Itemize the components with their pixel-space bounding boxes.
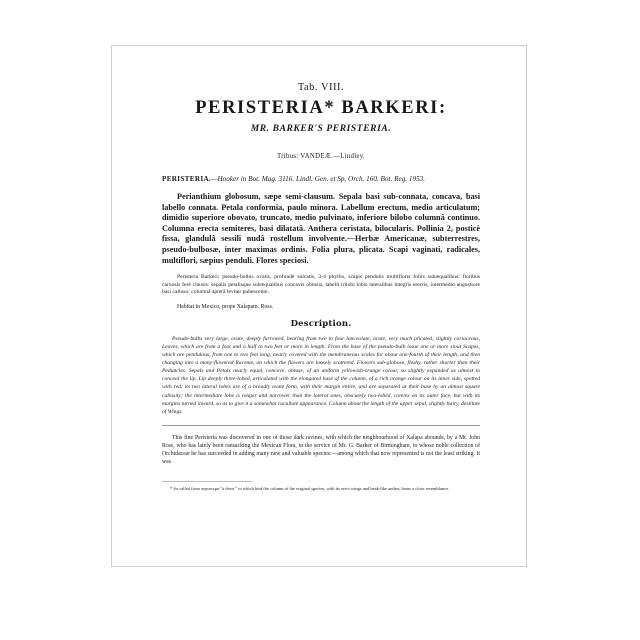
latin-generic-description: Perianthium globosum, sæpe semi-clausum. Sepala basi sub-connata, concava, basi labello connata. Petala conformia, paulo minora. Labellum erectum, medio articulatum; dimidio superiore obovato, truncato, medio pulvinato, inferiore bilobo columnâ continuo. Columna erecta semiteres, basi dilatatâ. Anthera ceristata, bilocularis. Pollinia 2, posticè fissa, glandulâ sessili nudâ rostellum involvente.—Herbæ Americanæ, subterrestres, pseudo-bulbosæ, inter maximas ordinis. Folia plura, plicata. Scapi vaginati, radicales, multiflori, sæpius penduli. Flores speciosi. (162, 192, 480, 265)
genus-references: —Hooker in Bot. Mag. 3116. Lindl. Gen. et Sp. Orch. 160. Bot. Reg. 1953. (211, 175, 426, 183)
tribus-line: Tribus: VANDEÆ.—Lindley. (276, 153, 366, 160)
genus-line (162, 175, 480, 183)
habitat-line: Habitat in Mexico, prope Xalapam. Ross. (177, 303, 274, 310)
page-subtitle: MR. BARKER'S PERISTERIA. (250, 124, 392, 134)
document-page (111, 45, 527, 567)
footnote-divider (162, 481, 252, 482)
description-paragraph: Pseudo-bulbs very large, ovate, deeply furrowed, bearing from two to four lanceolate, acute, very much plicated, slightly coriaceous, Leaves, which are from a foot and a half to two feet or more in length. From the base of the pseudo-bulb issue one or more stout Scapes, which are pendulous, from one to two feet long, nearly covered with the membraneous scales for about one-fourth of their length, and then changing into a many-flowered Raceme, on which the flowers are loosely scattered. Flowers sub-globose, fleshy, rather shorter than their Peduncles. Sepals and Petals nearly equal, concave, obtuse, of an uniform yellowish-orange colour, so slightly expanded as almost to conceal the lip. Lip deeply three-lobed, articulated with the elongated base of the column, of a rich orange colour on its inner side, spotted with red; its two lateral lobes are of a broadly ovate form, with their margin entire, and are separated at their base by an almost square callosity; the intermediate lobe is longer and narrower than the lateral ones, obscurely two-lobed, convex on its outer face, but with its margins turned inward, so as to give it a somewhat cucullate appearance. Column about the length of the upper sepal, slightly hairy, destitute of Wings. (162, 335, 480, 415)
genus-name: PERISTERIA. (162, 175, 212, 183)
description-heading: Description. (290, 318, 352, 329)
section-divider (162, 425, 480, 426)
page-title: PERISTERIA* BARKERI: (195, 98, 447, 118)
page-content (162, 82, 480, 496)
latin-species-description: Peristeria Barkeri; pseudo-bulbis ovatis, profundè sulcatis, 3-4 phyllis, scapis pendulis multifloris foliis subæqualibus: floribus carnosis ferè clausis: sepalis petalisque subæqualibus concavis obtusis, labelli trilobi lobis lateralibus integris erectis, intermedio angustiore basi calloso: columnâ apterâ leviter pubescente. (162, 274, 480, 296)
plate-number: Tab. VIII. (297, 82, 345, 93)
narrative-paragraph: This fine Peristeria was discovered in one of those dark ravines, with which the neighbourhood of Xalapa abounds, by a Mr. John Ross, who has lately been ransacking the Mexican Flora, in the service of Mr. G. Barker of Birmingham, to whose noble collection of Orchidaceæ he has succeeded in adding many new and valuable species:—among which that now represented is not the least striking. It was (162, 434, 480, 466)
footnote: * So called from περιστερα "a dove," to which bird the column of the original species, with its erect wings and beak-like anther, bears a close resemblance. (170, 485, 450, 491)
